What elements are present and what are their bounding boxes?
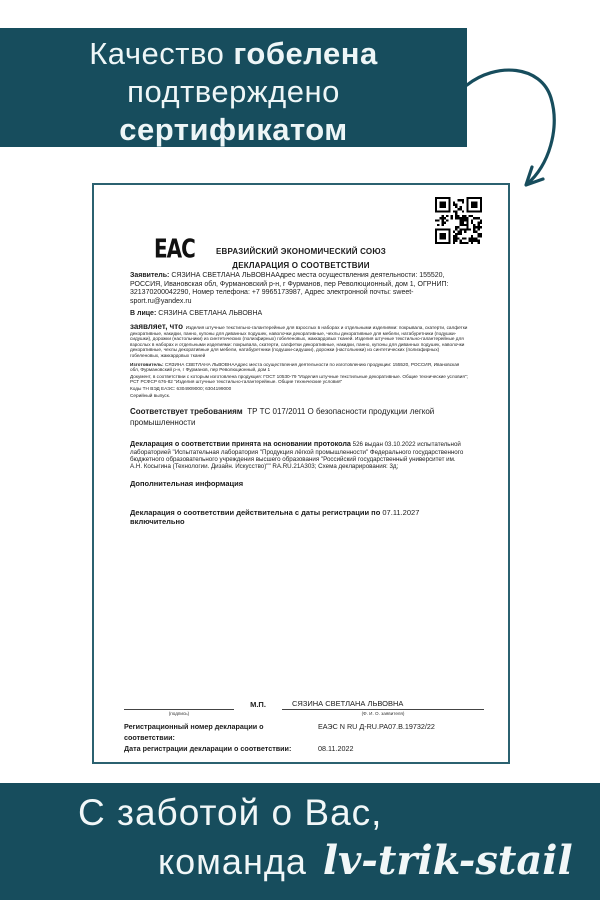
footer-line-1: С заботой о Вас,: [78, 792, 383, 833]
team-banner: [0, 783, 600, 900]
validity-paragraph: Декларация о соответствии действительна с даты регистрации по 07.11.2027 включительно: [130, 507, 420, 527]
qr-code: [435, 197, 482, 244]
brand-script-text: lv-trik-stail: [322, 837, 573, 884]
serial-release-line: Серийный выпуск.: [130, 392, 171, 398]
registration-number-row: Регистрационный номер декларации о соответствии: ЕАЭС N RU Д-RU.РА07.В.19732/22: [124, 721, 484, 743]
tnved-codes-line: Коды ТН ВЭД ЕАЭС: 6304909000; 6304199000: [130, 385, 232, 391]
declares-paragraph: заявляет, что Изделия штучные текстильно-галантерейные для взрослых в наборах и отдельными изделиями: покрывала, скатерти, салфетки декоративные, накидки, панно, купоны для диванных подушек, наволочки декоративные, чехлы декоративные для мебели, натабуретники (подушки-сидушки), дорожки (настольники) из синтетических (полиэфирных) гобеленовых, жаккардовых тканей. Изделия штучные текстильно-галантерейные для взрослых в наборах и отдельными изделиями: покрывала, скатерти, салфетки декоративные, накидки, панно, купоны для диванных подушек, наволочки декоративные, чехлы декоративные для мебели, натабуретники (подушки-сидушки), дорожки (настольники) из синтетических (полиэфирных) гобеленовых, жаккардовых тканей: [130, 321, 468, 358]
banner-line-1: Качество гобелена: [89, 36, 378, 71]
signature-captions: [124, 711, 484, 716]
certificate-footer: [124, 699, 484, 754]
certificate-document: [92, 183, 510, 764]
signature-line: [124, 699, 234, 710]
applicant-paragraph: Заявитель: СЯЗИНА СВЕТЛАНА ЛЬВОВНААдрес места осуществления деятельности: 155520, РОССИЯ, Ивановская обл, Фурмановский р-н, г Фурманов, пер Революционный, дом 1, ОГРНИП: 321370200042290, Номер телефона: +7 9965173987, Адрес электронной почты: sweet-sport.ru@yandex.ru: [130, 272, 449, 305]
eac-logo: ЕАС: [154, 233, 195, 265]
quality-banner-text: [28, 28, 440, 149]
doc-title: ДЕКЛАРАЦИЯ О СООТВЕТСТВИИ: [232, 261, 370, 270]
quality-banner: [0, 28, 467, 147]
name-caption: (Ф. И. О. заявителя): [361, 711, 405, 716]
stamp-place-label: М.П.: [250, 700, 266, 709]
in-person-paragraph: В лице: СЯЗИНА СВЕТЛАНА ЛЬВОВНА: [130, 310, 263, 318]
registration-number-value: ЕАЭС N RU Д-RU.РА07.В.19732/22: [318, 722, 435, 731]
registration-date-value: 08.11.2022: [318, 744, 354, 753]
complies-paragraph: Соответствует требованиям ТР ТС 017/2011 О безопасности продукции легкой промышленности: [130, 407, 435, 428]
banner-line-2: подтверждено: [127, 74, 340, 109]
banner-line-3: сертификатом: [119, 112, 348, 147]
registration-date-row: Дата регистрации декларации о соответствии: 08.11.2022: [124, 743, 484, 754]
certificate-body: [130, 272, 468, 527]
signature-row: [124, 699, 484, 710]
signature-caption: (подпись): [168, 711, 190, 716]
signer-name: СЯЗИНА СВЕТЛАНА ЛЬВОВНА: [282, 699, 484, 710]
additional-info-label: Дополнительная информация: [130, 478, 244, 488]
union-title: ЕВРАЗИЙСКИЙ ЭКОНОМИЧЕСКИЙ СОЮЗ: [215, 247, 387, 256]
basis-paragraph: Декларация о соответствии принята на основании протокола 526 выдан 03.10.2022 испытательной лабораторией "Испытательная лаборатория "Продукция лёгкой промышленности" Федерального государственного бюджетного образовательного учреждения высшего образования "Российский государственный университет им. А.Н. Косыгина (Технологии. Дизайн. Искусство)"" RA.RU.21А303; Схема декларирования: 3д;: [130, 439, 464, 471]
footer-line-2: команда lv-trik-stail: [158, 837, 573, 884]
certificate-header: [94, 245, 508, 273]
production-document-line: Документ, в соответствии с которым изготовлена продукция: ГОСТ 10530-79 "Изделия штучные текстильные декоративные. Общие технические условия"; РСТ РСФСР 676-82 "Изделия штучные текстильно-галантерейные. Общие технические условия": [130, 373, 468, 385]
manufacturer-paragraph: Изготовитель: СЯЗИНА СВЕТЛАНА ЛЬВОВНААдрес места осуществления деятельности по изготовлению продукции: 155520, РОССИЯ, Ивановская обл, Фурмановский р-н, г Фурманов, пер Революционный, дом 1: [130, 361, 460, 373]
